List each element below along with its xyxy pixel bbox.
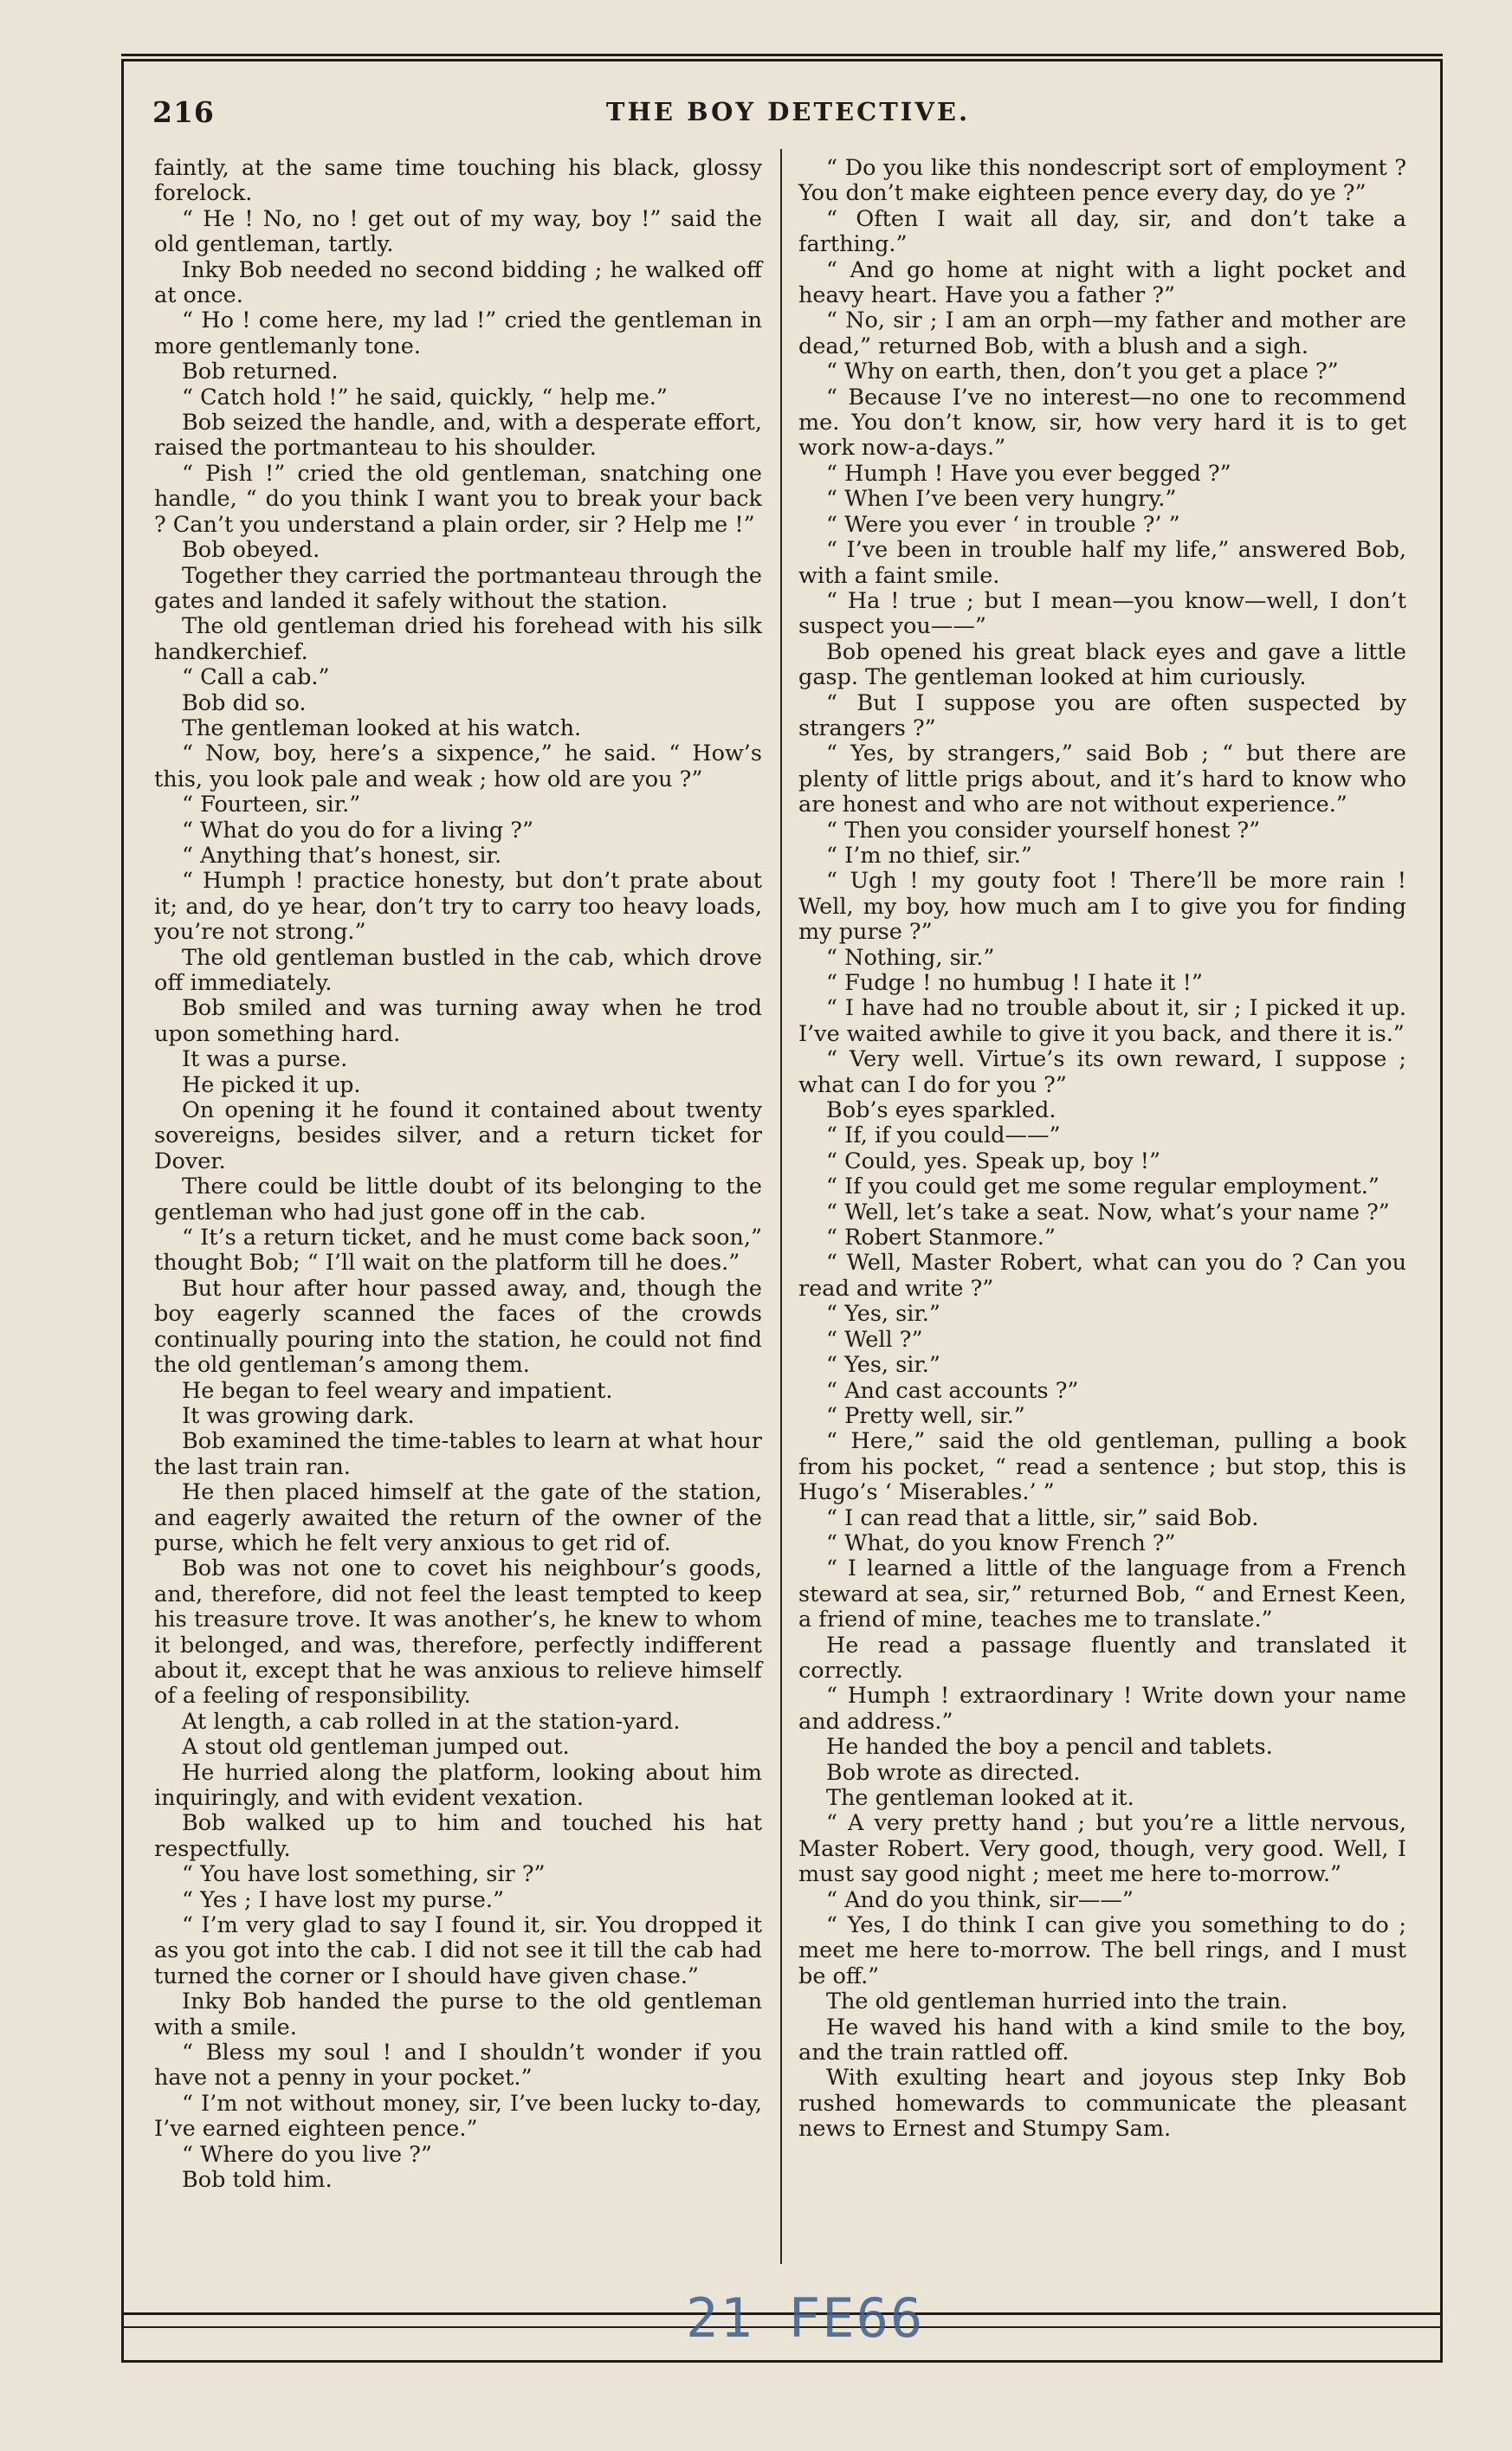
paragraph: “ But I suppose you are often suspected by strangers ?” xyxy=(798,689,1406,741)
paragraph: He waved his hand with a kind smile to the boy, and the train rattled off. xyxy=(798,2014,1406,2066)
paragraph: “ He ! No, no ! get out of my way, boy !” said the old gentleman, tartly. xyxy=(154,205,762,258)
paragraph: “ Why on earth, then, don’t you get a place ?” xyxy=(826,359,1339,385)
paragraph: He read a passage fluently and translated it correctly. xyxy=(798,1632,1406,1684)
paragraph: Inky Bob handed the purse to the old gentleman with a smile. xyxy=(154,1989,762,2040)
paragraph: “ Robert Stanmore.” xyxy=(826,1225,1056,1251)
paragraph: “ Nothing, sir.” xyxy=(826,944,995,971)
paragraph: Bob walked up to him and touched his hat respectfully. xyxy=(154,1810,762,1862)
paragraph: Bob opened his great black eyes and gave a little gasp. The gentleman looked at him curiously. xyxy=(798,638,1406,691)
paragraph: He then placed himself at the gate of the station, and eagerly awaited the return of the owner of the purse, which he felt very anxious to get rid of. xyxy=(154,1479,762,1556)
paragraph: “ When I’ve been very hungry.” xyxy=(826,486,1177,513)
paragraph: Bob wrote as directed. xyxy=(826,1759,1081,1786)
paragraph: “ I have had no trouble about it, sir ; I picked it up. I’ve waited awhile to give it you back, and there it is.” xyxy=(798,995,1406,1047)
paragraph: The old gentleman hurried into the train. xyxy=(826,1989,1289,2015)
paragraph: “ Could, yes. Speak up, boy !” xyxy=(826,1148,1160,1174)
top-rule xyxy=(121,54,1443,56)
paragraph: “ Yes ; I have lost my purse.” xyxy=(182,1886,505,1913)
paragraph: “ Pretty well, sir.” xyxy=(826,1402,1025,1429)
paragraph: “ Now, boy, here’s a sixpence,” he said. “ How’s this, you look pale and weak ; how old are you ?” xyxy=(154,740,762,792)
paragraph: He hurried along the platform, looking about him inquiringly, and with evident vexation. xyxy=(154,1759,762,1811)
paragraph: He began to feel weary and impatient. xyxy=(182,1377,613,1404)
paragraph: “ Ugh ! my gouty foot ! There’ll be more rain ! Well, my boy, how much am I to give you for finding my purse ?” xyxy=(798,868,1406,946)
paragraph: “ If, if you could——” xyxy=(826,1122,1061,1149)
paragraph: “ Here,” said the old gentleman, pulling a book from his pocket, “ read a sentence ; but stop, this is Hugo’s ‘ Miserables.’ ” xyxy=(798,1428,1406,1506)
paragraph: “ I can read that a little, sir,” said Bob. xyxy=(826,1504,1259,1531)
paragraph: “ A very pretty hand ; but you’re a little nervous, Master Robert. Very good, though, very good. Well, I must say good night ; meet me here to-morrow.” xyxy=(798,1810,1406,1888)
paragraph: With exulting heart and joyous step Inky Bob rushed homewards to communicate the pleasant news to Ernest and Stumpy Sam. xyxy=(798,2065,1406,2143)
paragraph: faintly, at the same time touching his black, glossy forelock. xyxy=(154,155,762,207)
paragraph: Bob told him. xyxy=(182,2167,333,2194)
paragraph: Bob seized the handle, and, with a desperate effort, raised the portmanteau to his shoulder. xyxy=(154,410,762,462)
paragraph: “ Then you consider yourself honest ?” xyxy=(826,817,1261,844)
right-column xyxy=(798,156,1406,2143)
paragraph: He picked it up. xyxy=(182,1071,361,1098)
paragraph: “ Often I wait all day, sir, and don’t take a farthing.” xyxy=(798,205,1406,258)
paragraph: Bob was not one to covet his neighbour’s goods, and, therefore, did not feel the least tempted to keep his treasure trove. It was another’s, he knew to whom it belonged, and was, therefore, perfectly indifferent about it, except that he was anxious to relieve himself of a feeling of responsibility. xyxy=(154,1555,762,1710)
paragraph: “ Pish !” cried the old gentleman, snatching one handle, “ do you think I want you to break your back ? Can’t you understand a plain order, sir ? Help me !” xyxy=(154,460,762,538)
paragraph: “ Fourteen, sir.” xyxy=(182,792,361,818)
paragraph: Bob returned. xyxy=(182,359,339,385)
paragraph: “ And cast accounts ?” xyxy=(826,1377,1079,1404)
paragraph: “ What do you do for a living ?” xyxy=(182,817,534,844)
paragraph: “ Anything that’s honest, sir. xyxy=(182,842,502,869)
paragraph: It was a purse. xyxy=(182,1046,348,1073)
running-title: THE BOY DETECTIVE. xyxy=(605,97,971,126)
paragraph: A stout old gentleman jumped out. xyxy=(182,1734,570,1761)
paragraph: “ Because I’ve no interest—no one to recommend me. You don’t know, sir, how very hard it is to get work now-a-days.” xyxy=(798,384,1406,462)
paragraph: “ I’m very glad to say I found it, sir. You dropped it as you got into the cab. I did not see it till the cab had turned the corner or I should have given chase.” xyxy=(154,1912,762,1989)
paragraph: Bob smiled and was turning away when he trod upon something hard. xyxy=(154,995,762,1047)
paragraph: “ Bless my soul ! and I shouldn’t wonder if you have not a penny in your pocket.” xyxy=(154,2040,762,2092)
paragraph: The old gentleman bustled in the cab, which drove off immediately. xyxy=(154,944,762,996)
paragraph: Inky Bob needed no second bidding ; he walked off at once. xyxy=(154,256,762,309)
paragraph: “ Yes, sir.” xyxy=(826,1352,940,1379)
paragraph: The old gentleman dried his forehead with his silk handkerchief. xyxy=(154,613,762,665)
paragraph: “ I’m not without money, sir, I’ve been lucky to-day, I’ve earned eighteen pence.” xyxy=(154,2090,762,2143)
paragraph: “ Do you like this nondescript sort of employment ? You don’t make eighteen pence every day, do ye ?” xyxy=(798,155,1406,207)
paragraph: “ Humph ! practice honesty, but don’t prate about it; and, do ye hear, don’t try to carry too heavy loads, you’re not strong.” xyxy=(154,868,762,946)
paragraph: “ You have lost something, sir ?” xyxy=(182,1861,546,1888)
column-divider xyxy=(780,149,782,2264)
paragraph: Bob did so. xyxy=(182,689,307,716)
paragraph: The gentleman looked at it. xyxy=(826,1785,1134,1811)
paragraph: Bob’s eyes sparkled. xyxy=(826,1097,1056,1124)
page-number: 216 xyxy=(152,95,215,129)
paragraph: “ Where do you live ?” xyxy=(182,2141,432,2168)
paragraph: “ What, do you know French ?” xyxy=(826,1529,1176,1556)
paragraph: “ And do you think, sir——” xyxy=(826,1886,1134,1913)
paragraph: “ Yes, sir.” xyxy=(826,1301,940,1328)
paragraph: At length, a cab rolled in at the station-yard. xyxy=(182,1708,681,1735)
paragraph: “ It’s a return ticket, and he must come back soon,” thought Bob; “ I’ll wait on the platform till he does.” xyxy=(154,1225,762,1277)
paragraph: “ Very well. Virtue’s its own reward, I suppose ; what can I do for you ?” xyxy=(798,1046,1406,1098)
paragraph: “ Well, Master Robert, what can you do ? Can you read and write ?” xyxy=(798,1250,1406,1302)
paragraph: “ Humph ! extraordinary ! Write down your name and address.” xyxy=(798,1683,1406,1735)
paragraph: “ Ha ! true ; but I mean—you know—well, I don’t suspect you——” xyxy=(798,587,1406,640)
paragraph: “ Were you ever ‘ in trouble ?’ ” xyxy=(826,511,1180,538)
paragraph: “ Ho ! come here, my lad !” cried the gentleman in more gentlemanly tone. xyxy=(154,307,762,359)
paragraph: “ Humph ! Have you ever begged ?” xyxy=(826,460,1231,487)
paragraph: “ Well ?” xyxy=(826,1326,923,1353)
paragraph: Together they carried the portmanteau through the gates and landed it safely without the station. xyxy=(154,562,762,614)
paragraph: But hour after hour passed away, and, though the boy eagerly scanned the faces of the crowds continually pouring into the station, he could not find the old gentleman’s among them. xyxy=(154,1275,762,1379)
paragraph: “ I learned a little of the language from a French steward at sea, sir,” returned Bob, “ and Ernest Keen, a friend of mine, teaches me to translate.” xyxy=(798,1555,1406,1633)
paragraph: He handed the boy a pencil and tablets. xyxy=(826,1734,1273,1761)
paragraph: The gentleman looked at his watch. xyxy=(182,715,582,741)
paragraph: “ Catch hold !” he said, quickly, “ help me.” xyxy=(182,384,668,411)
paragraph: “ I’ve been in trouble half my life,” answered Bob, with a faint smile. xyxy=(798,537,1406,589)
paragraph: “ I’m no thief, sir.” xyxy=(826,842,1032,869)
paragraph: “ And go home at night with a light pocket and heavy heart. Have you a father ?” xyxy=(798,256,1406,309)
paragraph: “ Call a cab.” xyxy=(182,664,330,691)
paragraph: On opening it he found it contained about twenty sovereigns, besides silver, and a return ticket for Dover. xyxy=(154,1097,762,1174)
paragraph: It was growing dark. xyxy=(182,1402,415,1429)
paragraph: “ Fudge ! no humbug ! I hate it !” xyxy=(826,970,1203,996)
left-column xyxy=(154,156,762,2194)
paragraph: “ Well, let’s take a seat. Now, what’s your name ?” xyxy=(826,1199,1390,1226)
paragraph: Bob examined the time-tables to learn at what hour the last train ran. xyxy=(154,1428,762,1480)
paragraph: There could be little doubt of its belonging to the gentleman who had just gone off in the cab. xyxy=(154,1174,762,1226)
paragraph: Bob obeyed. xyxy=(182,537,320,564)
paragraph: “ Yes, by strangers,” said Bob ; “ but there are plenty of little prigs about, and it’s hard to know who are honest and who are not without experience.” xyxy=(798,740,1406,818)
paragraph: “ Yes, I do think I can give you something to do ; meet me here to-morrow. The bell rings, and I must be off.” xyxy=(798,1912,1406,1989)
library-date-stamp: 21 FE66 xyxy=(686,2286,925,2350)
paragraph: “ If you could get me some regular employment.” xyxy=(826,1174,1380,1200)
paragraph: “ No, sir ; I am an orph—my father and mother are dead,” returned Bob, with a blush and a sigh. xyxy=(798,307,1406,359)
